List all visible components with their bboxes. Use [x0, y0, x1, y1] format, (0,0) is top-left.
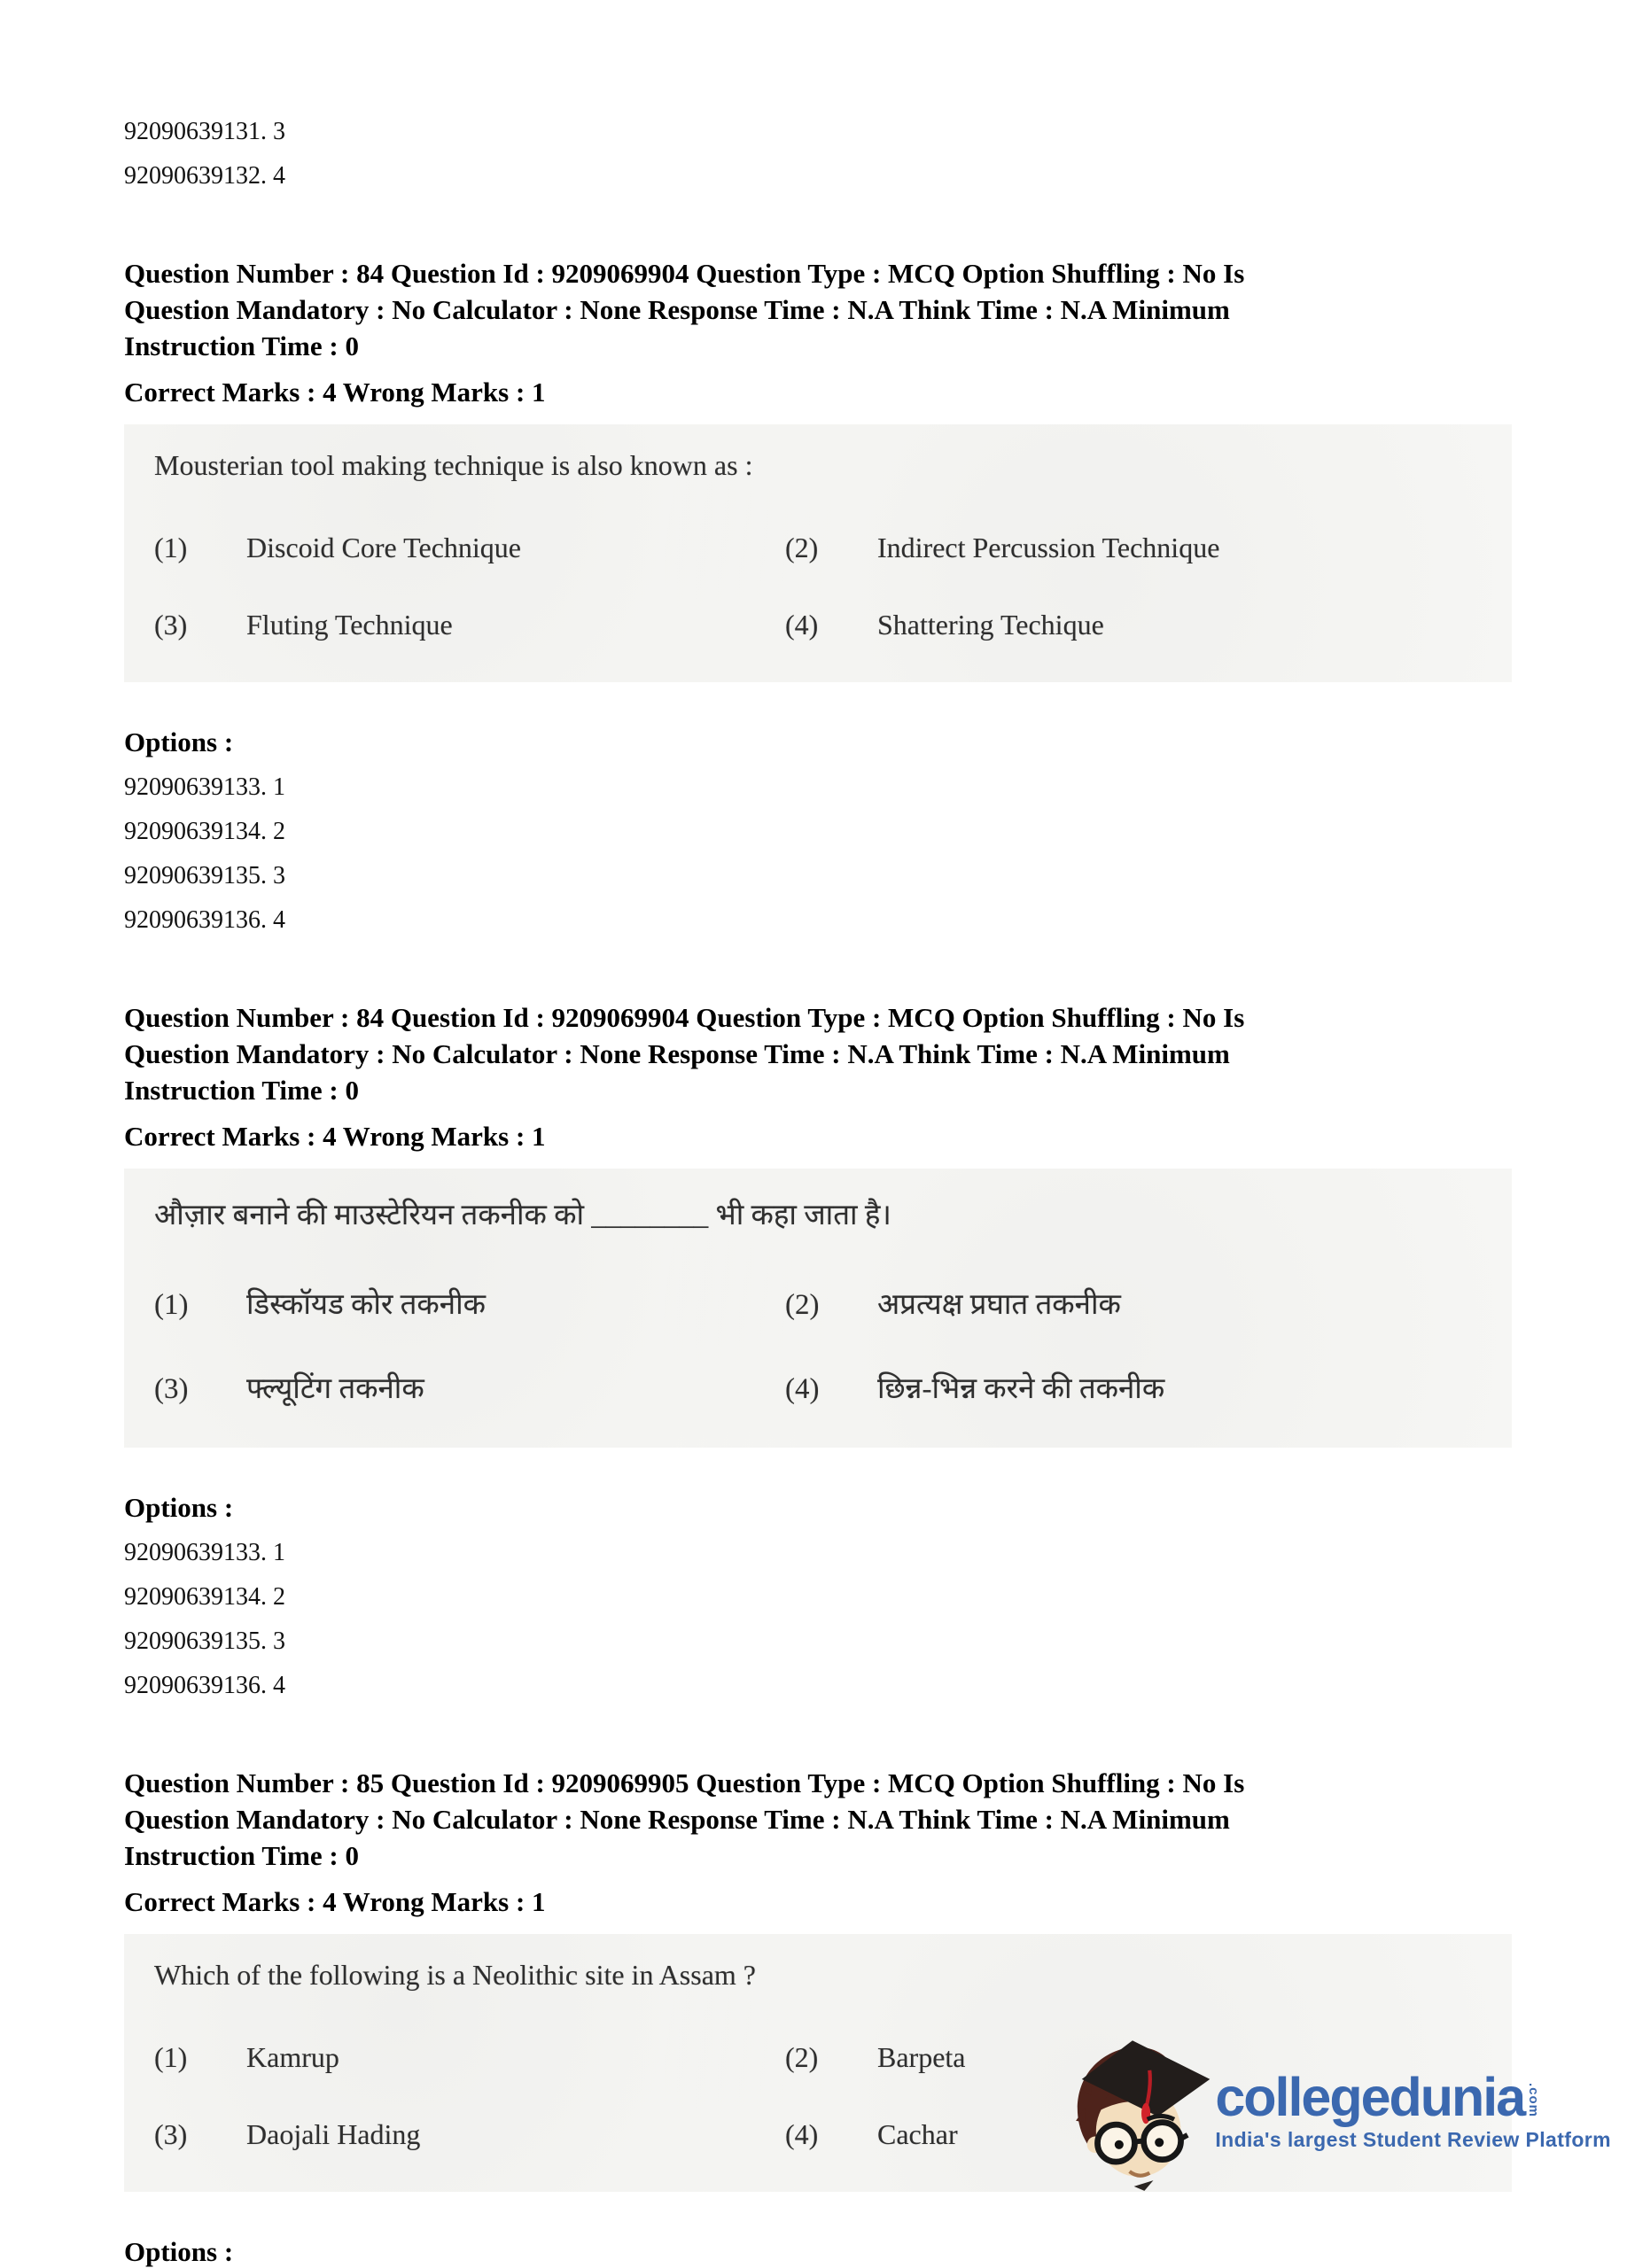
mcq-option-3	[154, 609, 785, 641]
options-heading: Options :	[124, 2236, 234, 2267]
option-label: छिन्न-भिन्न करने की तकनीक	[877, 1373, 1165, 1405]
option-number: (3)	[154, 609, 188, 641]
question-scan-area	[124, 424, 1512, 682]
mcq-options	[154, 1283, 1485, 1407]
option-id-line: 92090639132. 4	[124, 162, 285, 190]
options-heading: Options :	[124, 726, 234, 757]
option-id-line: 92090639133. 1	[124, 1539, 285, 1566]
option-label: Fluting Technique	[246, 609, 453, 641]
option-number: (1)	[154, 1289, 189, 1321]
option-id-line: 92090639135. 3	[124, 862, 285, 889]
mcq-option-4	[785, 1367, 1485, 1407]
mcq-option-1	[154, 1283, 785, 1323]
option-label: Daojali Hading	[246, 2118, 421, 2150]
option-number: (2)	[785, 1289, 820, 1321]
metadata-line: Question Mandatory : No Calculator : None Response Time : N.A Think Time : N.A Minimum	[124, 294, 1230, 325]
mcq-option-4	[785, 609, 1485, 641]
option-label: Shattering Techique	[877, 609, 1104, 641]
option-number: (2)	[785, 532, 819, 563]
option-label: Indirect Percussion Technique	[877, 532, 1220, 563]
question-text: औज़ार बनाने की माउस्टेरियन तकनीक को ________ भी कहा जाता है।	[154, 1200, 891, 1231]
collegedunia-tagline: India's largest Student Review Platform	[1215, 2128, 1611, 2151]
option-id-line: 92090639134. 2	[124, 818, 285, 845]
mcq-option-3	[154, 1367, 785, 1407]
collegedunia-mascot-icon	[1063, 2032, 1211, 2190]
marks-line: Correct Marks : 4 Wrong Marks : 1	[124, 1121, 546, 1152]
mcq-option-3	[154, 2118, 785, 2151]
metadata-line: Question Number : 84 Question Id : 9209069904 Question Type : MCQ Option Shuffling : No Is	[124, 1002, 1245, 1033]
option-id-list	[124, 1531, 1512, 1708]
metadata-line: Question Number : 84 Question Id : 9209069904 Question Type : MCQ Option Shuffling : No Is	[124, 258, 1245, 289]
option-number: (1)	[154, 2041, 188, 2073]
option-id-line: 92090639136. 4	[124, 906, 285, 934]
option-id-line: 92090639133. 1	[124, 773, 285, 801]
marks-line: Correct Marks : 4 Wrong Marks : 1	[124, 377, 546, 408]
option-id-list-top	[124, 0, 1512, 198]
question-block-84-hindi	[124, 999, 1512, 1708]
options-heading: Options :	[124, 1492, 234, 1523]
option-id-line: 92090639136. 4	[124, 1672, 285, 1699]
question-metadata	[124, 1765, 1512, 1874]
collegedunia-brand-name: collegedunia	[1215, 2067, 1525, 2127]
question-scan-area	[124, 1169, 1512, 1448]
option-label: अप्रत्यक्ष प्रघात तकनीक	[877, 1289, 1121, 1321]
mcq-options	[154, 532, 1485, 641]
question-block-84-english	[124, 255, 1512, 943]
option-number: (3)	[154, 1373, 189, 1405]
collegedunia-logo	[1063, 2032, 1611, 2190]
metadata-line: Question Number : 85 Question Id : 9209069905 Question Type : MCQ Option Shuffling : No Is	[124, 1767, 1245, 1798]
question-block-85-english	[124, 1765, 1512, 2268]
question-metadata	[124, 255, 1512, 364]
option-id-line: 92090639135. 3	[124, 1627, 285, 1655]
option-label: Cachar	[877, 2118, 958, 2150]
option-label: Discoid Core Technique	[246, 532, 521, 563]
collegedunia-tld: .com	[1526, 2083, 1542, 2118]
option-number: (1)	[154, 532, 188, 563]
option-number: (4)	[785, 1373, 820, 1405]
metadata-line: Question Mandatory : No Calculator : None Response Time : N.A Think Time : N.A Minimum	[124, 1804, 1230, 1835]
option-number: (4)	[785, 609, 819, 641]
option-number: (4)	[785, 2118, 819, 2150]
metadata-line: Question Mandatory : No Calculator : None Response Time : N.A Think Time : N.A Minimum	[124, 1038, 1230, 1069]
question-text: Which of the following is a Neolithic site in Assam ?	[154, 1959, 756, 1991]
marks-line: Correct Marks : 4 Wrong Marks : 1	[124, 1886, 546, 1917]
mcq-option-1	[154, 532, 785, 564]
mcq-option-2	[785, 532, 1485, 564]
option-id-line: 92090639131. 3	[124, 118, 285, 145]
option-id-list	[124, 765, 1512, 943]
option-label: Kamrup	[246, 2041, 339, 2073]
mcq-option-2	[785, 1283, 1485, 1323]
mcq-option-1	[154, 2041, 785, 2074]
option-label: Barpeta	[877, 2041, 966, 2073]
question-text: Mousterian tool making technique is also known as :	[154, 449, 753, 481]
option-label: फ्ल्यूटिंग तकनीक	[246, 1373, 424, 1405]
option-number: (2)	[785, 2041, 819, 2073]
question-metadata	[124, 999, 1512, 1108]
metadata-line: Instruction Time : 0	[124, 1840, 359, 1871]
metadata-line: Instruction Time : 0	[124, 1075, 359, 1106]
metadata-line: Instruction Time : 0	[124, 330, 359, 361]
option-label: डिस्कॉयड कोर तकनीक	[246, 1289, 486, 1321]
option-id-line: 92090639134. 2	[124, 1583, 285, 1611]
collegedunia-logo-text	[1215, 2067, 1611, 2152]
option-number: (3)	[154, 2118, 188, 2150]
